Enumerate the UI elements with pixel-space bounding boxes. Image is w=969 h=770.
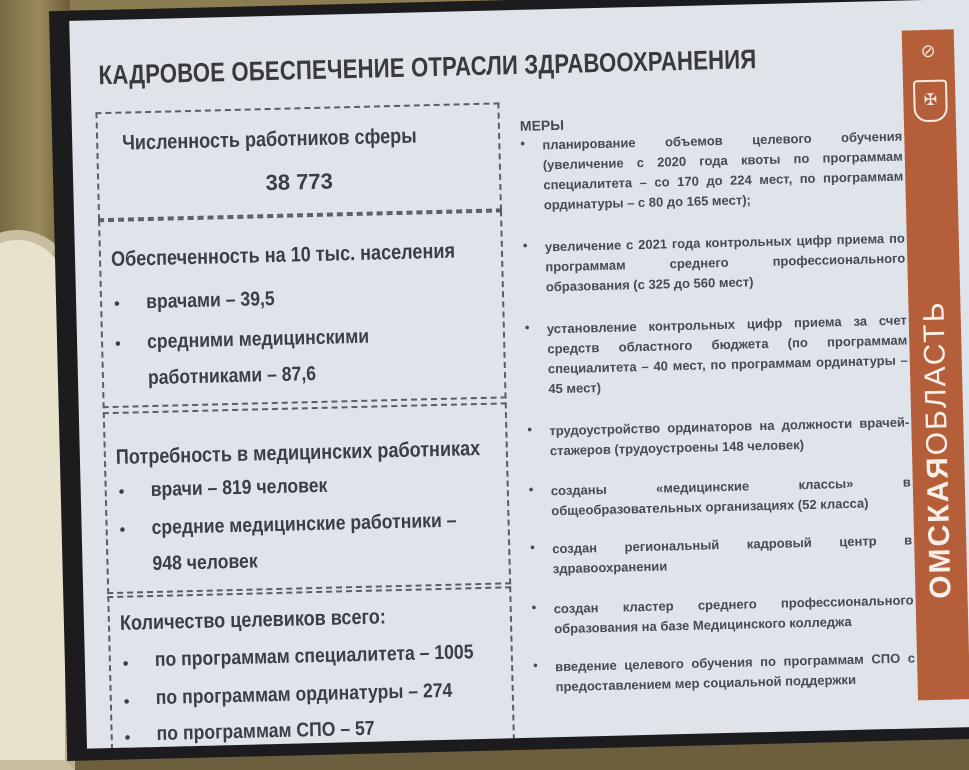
bullet: •: [531, 599, 537, 615]
region-name-light: ОБЛАСТЬ: [917, 300, 955, 456]
need-doctors: врачи – 819 человек: [150, 474, 328, 502]
staff-count-box: [95, 102, 502, 220]
measure-text: создан кластер среднего профессионального образования на базе Медицинского колледжа: [553, 592, 914, 637]
measure-text: создан региональный кадровый центр в здравоохранении: [552, 532, 913, 577]
region-name-bold: ОМСКАЯ: [921, 455, 958, 600]
need-nurses-line1: средние медицинские работники –: [151, 509, 457, 540]
staff-count-heading: Численность работников сферы: [121, 124, 417, 155]
bullet: •: [520, 135, 526, 151]
bullet: •: [124, 729, 131, 747]
slide-title: КАДРОВОЕ ОБЕСПЕЧЕНИЕ ОТРАСЛИ ЗДРАВООХРАНЕНИЯ: [98, 44, 757, 91]
bullet: •: [123, 693, 130, 711]
targeted-specialist: по программам специалитета – 1005: [154, 641, 474, 671]
targeted-spo: по программам СПО – 57: [156, 717, 375, 745]
staff-need-heading: Потребность в медицинских работниках: [115, 436, 481, 469]
bullet: •: [114, 335, 121, 353]
bullet: •: [532, 657, 538, 673]
measure-item: [531, 590, 914, 637]
staff-ratio-box: [98, 210, 506, 408]
measure-item: [530, 531, 913, 577]
bullet: •: [528, 481, 534, 497]
measure-text: установление контрольных цифр приема за счет средств областного бюджета (по программам специалитета – 40 мест, по программам ординатуры – 45 мест): [546, 312, 908, 397]
targeted-students-box: [107, 586, 515, 748]
omsk-coat-of-arms-icon: ✠: [913, 79, 948, 122]
need-nurses-line2: 948 человек: [152, 550, 258, 576]
measure-item: [528, 473, 911, 519]
measure-item: [532, 648, 916, 695]
bullet: •: [527, 421, 533, 437]
targeted-residency: по программам ординатуры – 274: [155, 679, 453, 709]
staff-need-box: [103, 402, 511, 594]
presentation-slide: [69, 0, 969, 749]
ratio-doctors: врачами – 39,5: [145, 287, 275, 314]
measures-heading: МЕРЫ: [519, 116, 565, 134]
measure-item: [522, 229, 906, 295]
measure-item: [527, 413, 910, 459]
targeted-heading: Количество целевиков всего:: [119, 605, 387, 635]
measure-item: [520, 127, 904, 213]
region-name: [907, 239, 969, 660]
measure-text: увеличение с 2021 года контрольных цифр приема по программам среднего профессионального образования (с 325 до 560 мест): [544, 230, 906, 295]
measure-text: введение целевого обучения по программам СПО с предоставлением мер социальной поддержки: [554, 650, 916, 695]
bullet: •: [522, 237, 528, 253]
measure-text: созданы «медицинские классы» в общеобразовательных организациях (52 класса): [550, 474, 911, 519]
bullet: •: [530, 539, 535, 555]
measure-item: [524, 311, 908, 397]
bullet: •: [113, 295, 120, 313]
staff-count-value: 38 773: [265, 168, 334, 196]
bullet: •: [122, 655, 129, 673]
bullet: •: [118, 483, 125, 501]
measure-text: планирование объемов целевого обучения (увеличение с 2020 года квоты по программам специалитета – со 170 до 224 мест, по программам ординатуры – с 80 до 165 мест);: [542, 128, 904, 213]
bullet: •: [524, 319, 530, 335]
staff-ratio-heading: Обеспеченность на 10 тыс. населения: [110, 239, 456, 271]
ratio-nurses-line1: средними медицинскими: [146, 325, 370, 354]
speaker-muted-icon[interactable]: ⊘: [920, 40, 936, 62]
ratio-nurses-line2: работниками – 87,6: [147, 362, 317, 390]
measure-text: трудоустройство ординаторов на должности врачей-стажеров (трудоустроены 148 человек): [549, 414, 910, 459]
bullet: •: [119, 521, 126, 539]
